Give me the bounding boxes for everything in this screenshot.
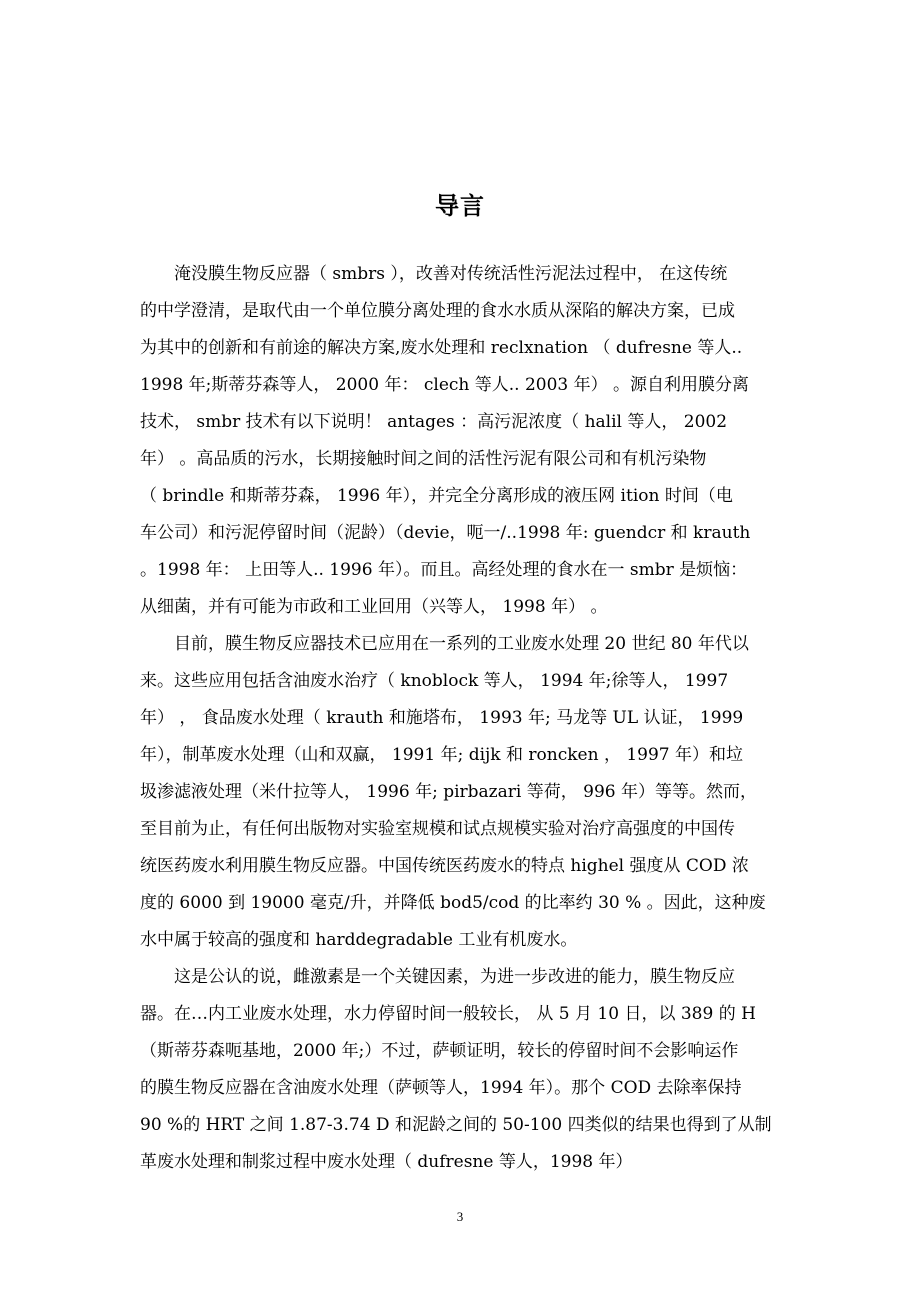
paragraph: [140, 626, 780, 959]
text-line: （ brindle 和斯蒂芬森， 1996 年），并完全分离形成的液压网 ition 时间（电: [140, 486, 733, 506]
text-line: 水中属于较高的强度和 harddegradable 工业有机废水。: [140, 930, 578, 950]
text-line: 圾渗滤液处理（米什拉等人， 1996 年; pirbazari 等荷， 996 年）等等。然而，: [140, 782, 757, 802]
text-line: 统医药废水利用膜生物反应器。中国传统医药废水的特点 highel 强度从 COD 浓: [140, 856, 749, 876]
text-line: 为其中的创新和有前途的解决方案,废水处理和 reclxnation （ dufresne 等人..: [140, 338, 743, 358]
text-line: 年） ， 食品废水处理（ krauth 和施塔布， 1993 年; 马龙等 UL 认证， 1999: [140, 708, 744, 728]
text-line: 度的 6000 到 19000 毫克/升，并降低 bod5/cod 的比率约 30 % 。因此，这种废: [140, 893, 766, 913]
text-line: 1998 年;斯蒂芬森等人， 2000 年： clech 等人.. 2003 年） 。源自利用膜分离: [140, 375, 750, 395]
text-line: 90 %的 HRT 之间 1.87-3.74 D 和泥龄之间的 50-100 四类似的结果也得到了从制: [140, 1115, 772, 1135]
paragraph: [140, 256, 780, 626]
page-title: 导言: [435, 192, 485, 220]
text-line: （斯蒂芬森呃基地，2000 年;）不过，萨顿证明，较长的停留时间不会影响运作: [140, 1041, 739, 1061]
text-line: 的中学澄清，是取代由一个单位膜分离处理的食水水质从深陷的解决方案，已成: [140, 301, 735, 321]
text-line: 从细菌，并有可能为市政和工业回用（兴等人， 1998 年） 。: [140, 597, 608, 617]
text-line: 目前，膜生物反应器技术已应用在一系列的工业废水处理 20 世纪 80 年代以: [174, 634, 749, 654]
text-line: 年），制革废水处理（山和双赢， 1991 年; dijk 和 roncken ， 1997 年）和垃: [140, 745, 744, 765]
page-number: 3: [456, 1209, 464, 1224]
document-body: [140, 256, 780, 1181]
text-line: 来。这些应用包括含油废水治疗（ knoblock 等人， 1994 年;徐等人， 1997: [140, 671, 729, 691]
paragraph: [140, 959, 780, 1181]
text-line: 革废水处理和制浆过程中废水处理（ dufresne 等人，1998 年）: [140, 1152, 633, 1172]
text-line: 至目前为止，有任何出版物对实验室规模和试点规模实验对治疗高强度的中国传: [140, 819, 735, 839]
text-line: 技术， smbr 技术有以下说明！ antages ：高污泥浓度（ halil 等人， 2002: [140, 412, 728, 432]
text-line: 这是公认的说，雌激素是一个关键因素，为进一步改进的能力，膜生物反应: [174, 967, 735, 987]
text-line: 。1998 年： 上田等人.. 1996 年）。而且。高经处理的食水在一 smbr 是烦恼：: [140, 560, 748, 580]
text-line: 车公司）和污泥停留时间（泥龄）（devie，呃一/..1998 年: guendcr 和 krauth: [140, 523, 751, 543]
text-line: 年） 。高品质的污水，长期接触时间之间的活性污泥有限公司和有机污染物: [140, 449, 707, 469]
text-line: 器。在…内工业废水处理，水力停留时间一般较长， 从 5 月 10 日，以 389 的 H: [140, 1004, 756, 1024]
text-line: 淹没膜生物反应器（ smbrs ），改善对传统活性污泥法过程中， 在这传统: [174, 264, 728, 284]
text-line: 的膜生物反应器在含油废水处理（萨顿等人，1994 年）。那个 COD 去除率保持: [140, 1078, 742, 1098]
